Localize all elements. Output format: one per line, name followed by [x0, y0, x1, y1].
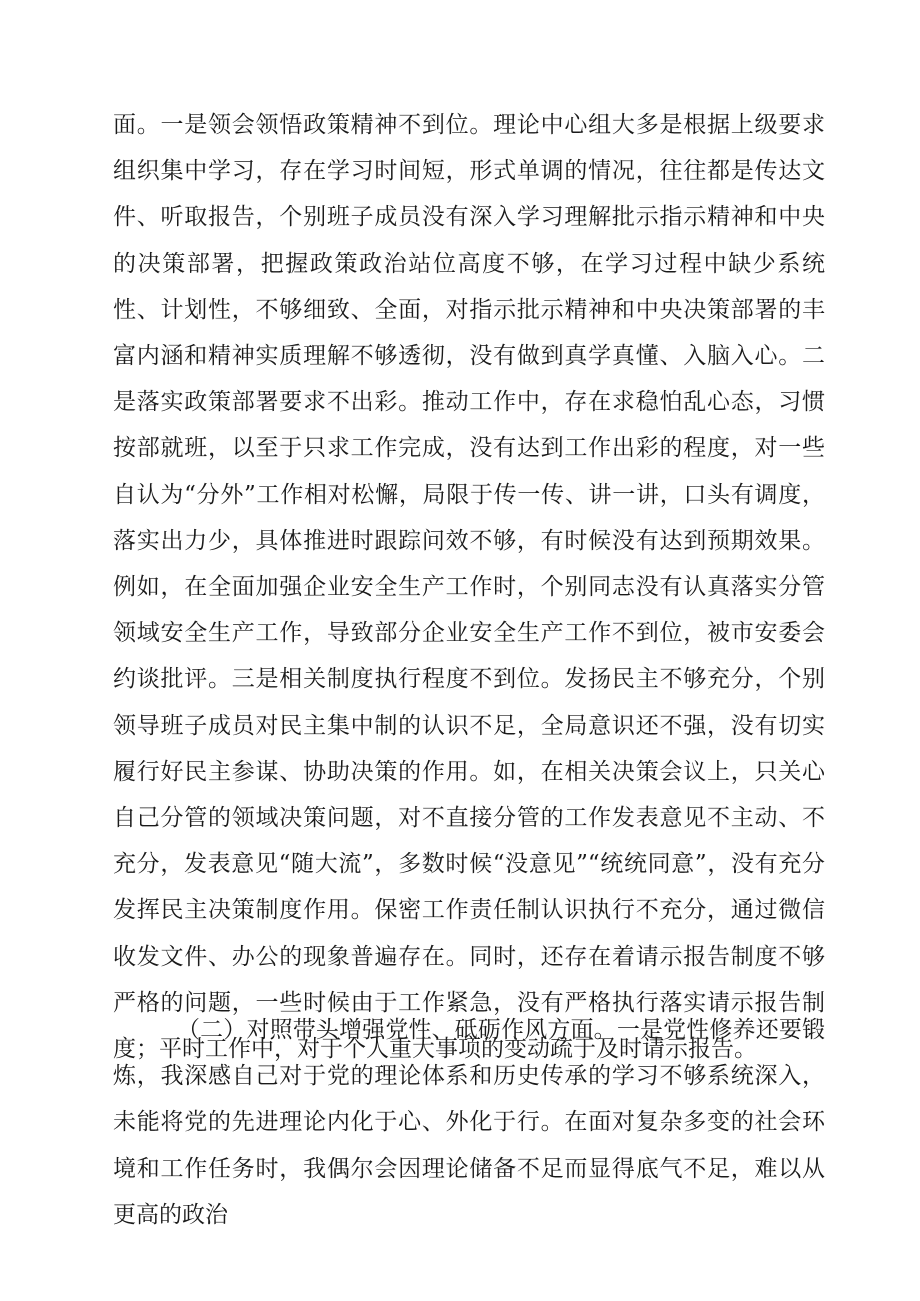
- paragraph: 面。一是领会领悟政策精神不到位。理论中心组大多是根据上级要求组织集中学习，存在学习时间短，形式单调的情况，往往都是传达文件、听取报告，个别班子成员没有深入学习理解批示指示精神和中央的决策部署，把握政策政治站位高度不够，在学习过程中缺少系统性、计划性，不够细致、全面，对指示批示精神和中央决策部署的丰富内涵和精神实质理解不够透彻，没有做到真学真懂、入脑入心。二是落实政策部署要求不出彩。推动工作中，存在求稳怕乱心态，习惯按部就班，以至于只求工作完成，没有达到工作出彩的程度，对一些自认为“分外”工作相对松懈，局限于传一传、讲一讲，口头有调度，落实出力少，具体推进时跟踪问效不够，有时候没有达到预期效果。例如，在全面加强企业安全生产工作时，个别同志没有认真落实分管领域安全生产工作，导致部分企业安全生产工作不到位，被市安委会约谈批评。三是相关制度执行程度不到位。发扬民主不够充分，个别领导班子成员对民主集中制的认识不足，全局意识还不强，没有切实履行好民主参谋、协助决策的作用。如，在相关决策会议上，只关心自己分管的领域决策问题，对不直接分管的工作发表意见不主动、不充分，发表意见“随大流”，多数时候“没意见”“统统同意”，没有充分发挥民主决策制度作用。保密工作责任制认识执行不充分，通过微信收发文件、办公的现象普遍存在。同时，还存在着请示报告制度不够严格的问题，一些时候由于工作紧急，没有严格执行落实请示报告制度；平时工作中，对于个人重大事项的变动疏于及时请示报告。: [113, 112, 825, 1063]
- document-body-paragraph-1: [113, 102, 825, 1072]
- paragraph: （二）对照带头增强党性、砥砺作风方面。一是党性修养还要锻炼，我深感自己对于党的理论体系和历史传承的学习不够系统深入，未能将党的先进理论内化于心、外化于行。在面对复杂多变的社会环境和工作任务时，我偶尔会因理论储备不足而显得底气不足，难以从更高的政治: [113, 1017, 825, 1228]
- document-body-paragraph-2: [113, 1007, 825, 1238]
